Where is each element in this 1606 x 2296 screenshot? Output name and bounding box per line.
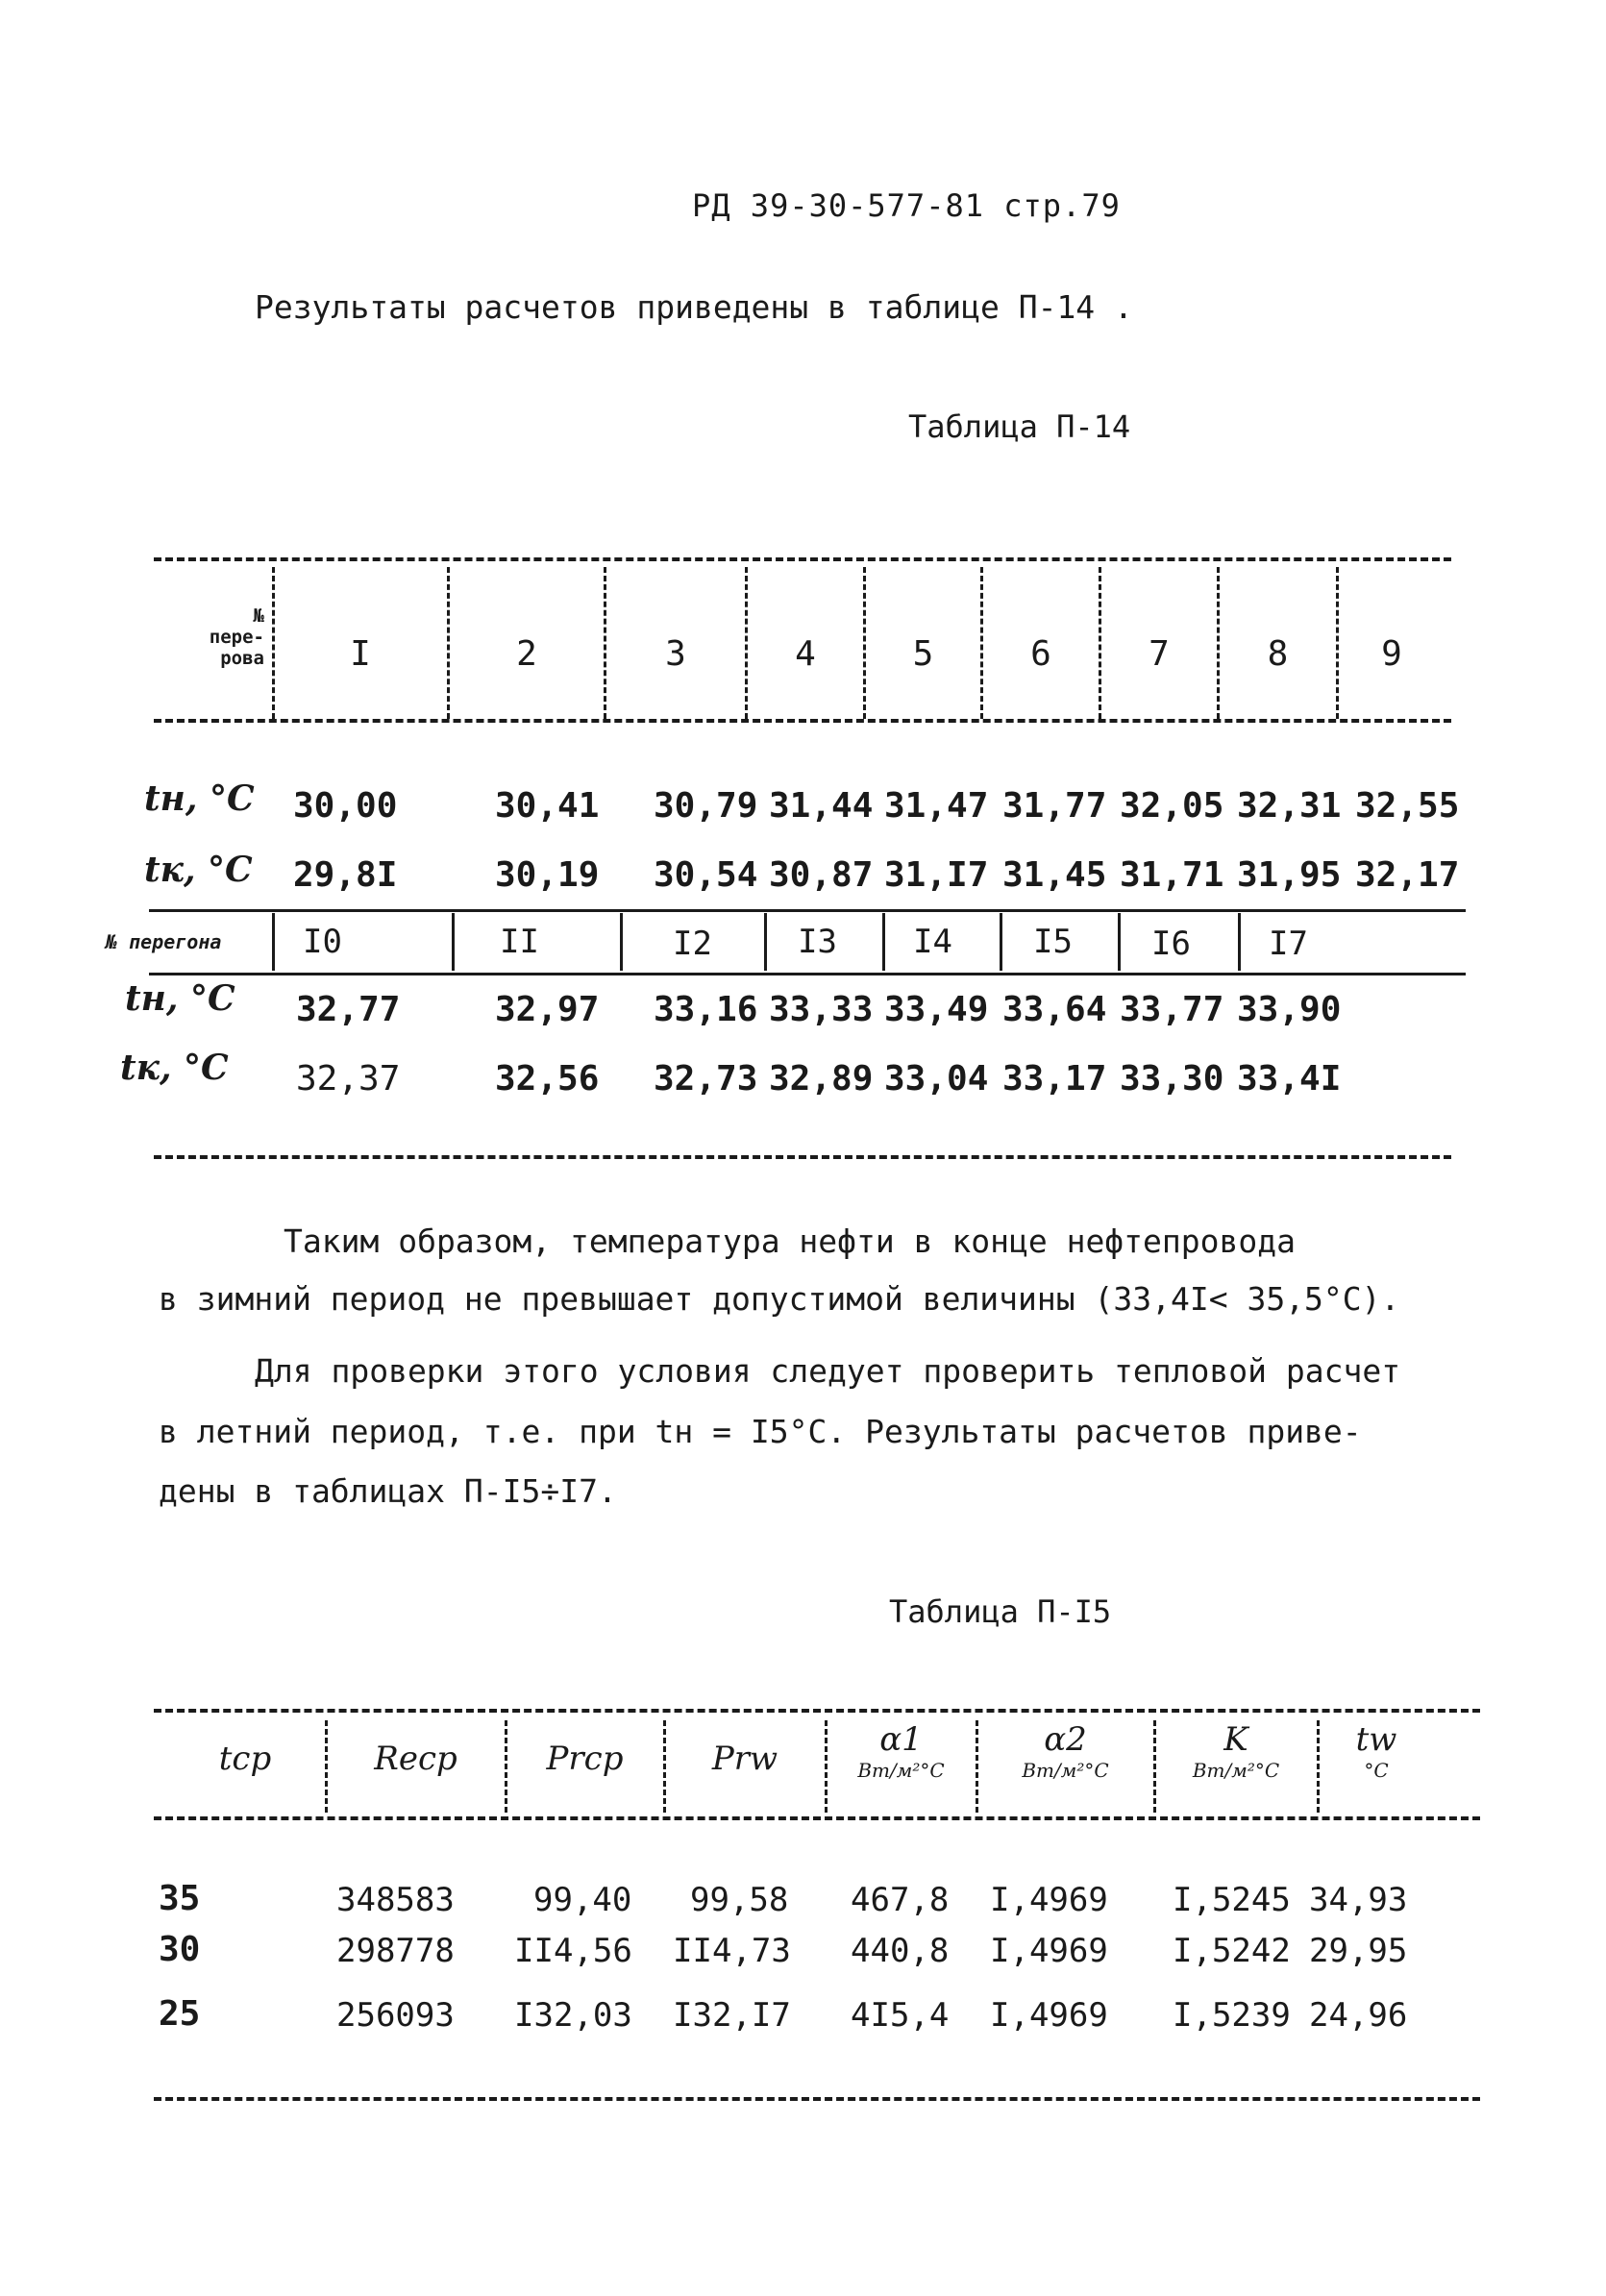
- table-14-caption: Таблица П-14: [908, 408, 1131, 445]
- table-cell: 298778: [336, 1932, 455, 1970]
- table-14-col-header: 9: [1381, 634, 1402, 674]
- sub-divider: [272, 913, 275, 971]
- table-cell: 31,77: [1002, 786, 1107, 826]
- table-14-col-header: 6: [1030, 634, 1051, 674]
- table-15-bottom-rule: [154, 2097, 1480, 2101]
- row-label-tk-2: tк, °C: [120, 1048, 229, 1088]
- table-cell: II4,73: [673, 1932, 791, 1970]
- body-paragraph-1-line-2: в зимний период не превышает допустимой величины (33,4I< 35,5°C).: [159, 1280, 1400, 1318]
- table-cell: 29,95: [1309, 1932, 1408, 1970]
- table-cell: 31,95: [1237, 855, 1342, 895]
- table-cell: 34,93: [1309, 1881, 1408, 1919]
- table-cell: I,4969: [990, 1996, 1108, 2035]
- body-paragraph-2-line-3: дены в таблицах П-I5÷I7.: [159, 1472, 617, 1510]
- table-14-col-header-2: I3: [798, 923, 837, 961]
- table-14-col-header-2: I5: [1033, 923, 1073, 961]
- sub-divider: [1118, 913, 1121, 971]
- sub-divider: [620, 913, 623, 971]
- table-cell: 4I5,4: [851, 1996, 950, 2035]
- table-cell: 33,64: [1002, 990, 1107, 1029]
- table-14-col-header-2: I0: [303, 923, 342, 961]
- table-15-header: Reср: [374, 1740, 457, 1778]
- table-cell: 32,77: [296, 990, 401, 1029]
- table-cell: 32,89: [769, 1059, 874, 1099]
- table-15-header: Prw: [711, 1740, 778, 1778]
- row-label-tn: tн, °C: [144, 778, 255, 819]
- table-cell: 31,71: [1120, 855, 1224, 895]
- table-cell: 32,97: [495, 990, 600, 1029]
- table-cell: 33,4I: [1237, 1059, 1342, 1099]
- table-14-col-header: 2: [516, 634, 537, 674]
- sub-divider: [1238, 913, 1241, 971]
- table-cell: I,4969: [990, 1881, 1108, 1919]
- table-cell: 33,17: [1002, 1059, 1107, 1099]
- table-cell: 24,96: [1309, 1996, 1408, 2035]
- table-cell: 32,17: [1355, 855, 1460, 895]
- table-14-col-header: 4: [795, 634, 816, 674]
- body-paragraph-2-line-1: Для проверки этого условия следует проверить тепловой расчет: [255, 1352, 1401, 1390]
- table-cell: 33,77: [1120, 990, 1224, 1029]
- table-15-header-rule: [154, 1816, 1480, 1820]
- sub-divider: [1000, 913, 1002, 971]
- table-cell: 33,49: [884, 990, 989, 1029]
- table-cell: 33,33: [769, 990, 874, 1029]
- table-cell: 31,47: [884, 786, 989, 826]
- sub-divider: [764, 913, 767, 971]
- table-14-col-header-2: I7: [1269, 925, 1308, 963]
- table-cell: II4,56: [514, 1932, 632, 1970]
- table-cell: 99,40: [533, 1881, 632, 1919]
- table-cell: 256093: [336, 1996, 455, 2035]
- table-cell: 30,19: [495, 855, 600, 895]
- table-15-top-rule: [154, 1709, 1480, 1713]
- table-cell: 31,44: [769, 786, 874, 826]
- table-14-col-header-2: I6: [1151, 925, 1191, 963]
- table-cell: I,4969: [990, 1932, 1108, 1970]
- table-cell: 32,73: [654, 1059, 758, 1099]
- table-cell: I,5239: [1173, 1996, 1291, 2035]
- table-14-header-rule: [154, 719, 1451, 723]
- table-cell: 99,58: [690, 1881, 789, 1919]
- table-cell: 440,8: [851, 1932, 950, 1970]
- table-cell: 33,90: [1237, 990, 1342, 1029]
- table-cell: 30,00: [293, 786, 398, 826]
- table-14-top-rule: [154, 557, 1451, 561]
- table-cell: I,5242: [1173, 1932, 1291, 1970]
- table-15-header: α2 Вт/м²°C: [1022, 1720, 1109, 1782]
- table-14-header-label: № пере- рова: [209, 605, 264, 669]
- table-15-header: Prср: [546, 1740, 624, 1778]
- table-cell: 31,I7: [884, 855, 989, 895]
- intro-text: Результаты расчетов приведены в таблице П-14 .: [255, 288, 1133, 326]
- table-cell: 33,16: [654, 990, 758, 1029]
- table-cell: 30,54: [654, 855, 758, 895]
- table-cell: 31,45: [1002, 855, 1107, 895]
- table-14-col-header-2: II: [500, 923, 539, 961]
- table-14-col-header-2: I2: [673, 925, 712, 963]
- table-cell: I,5245: [1173, 1881, 1291, 1919]
- table-cell: 29,8I: [293, 855, 398, 895]
- table-15-header: K Вт/м²°C: [1192, 1720, 1280, 1782]
- table-15-header: α1 Вт/м²°C: [857, 1720, 945, 1782]
- table-15-header: tw °C: [1355, 1720, 1397, 1782]
- table-cell: 32,05: [1120, 786, 1224, 826]
- table-14-bottom-rule: [154, 1155, 1451, 1159]
- table-cell: 348583: [336, 1881, 455, 1919]
- table-cell: 32,37: [296, 1059, 401, 1099]
- table-cell: 35: [159, 1879, 201, 1918]
- table-cell: 32,56: [495, 1059, 600, 1099]
- table-15-caption: Таблица П-I5: [889, 1593, 1112, 1630]
- table-cell: 30,79: [654, 786, 758, 826]
- table-cell: I32,03: [514, 1996, 632, 2035]
- page-header: РД 39-30-577-81 стр.79: [692, 187, 1121, 224]
- sub-divider: [882, 913, 885, 971]
- table-14-col-header: I: [350, 634, 371, 674]
- sub-header-label: № перегона: [106, 930, 222, 953]
- sub-divider: [452, 913, 455, 971]
- table-14-col-header: 8: [1267, 634, 1289, 674]
- table-cell: 30,87: [769, 855, 874, 895]
- body-paragraph-2-line-2: в летний период, т.е. при tн = I5°C. Результаты расчетов приве-: [159, 1413, 1362, 1450]
- row-label-tn-2: tн, °C: [125, 978, 235, 1019]
- table-cell: 30: [159, 1930, 201, 1969]
- table-14-col-header: 7: [1149, 634, 1170, 674]
- table-cell: 33,30: [1120, 1059, 1224, 1099]
- table-cell: 33,04: [884, 1059, 989, 1099]
- table-cell: 32,55: [1355, 786, 1460, 826]
- table-14-col-header: 5: [912, 634, 934, 674]
- table-14-sub-top: [149, 909, 1466, 912]
- table-cell: 30,41: [495, 786, 600, 826]
- table-cell: 32,31: [1237, 786, 1342, 826]
- row-label-tk: tк, °C: [144, 850, 253, 890]
- table-cell: 467,8: [851, 1881, 950, 1919]
- table-14-col-header: 3: [665, 634, 686, 674]
- table-cell: 25: [159, 1994, 201, 2034]
- body-paragraph-1-line-1: Таким образом, температура нефти в конце нефтепровода: [284, 1222, 1296, 1260]
- table-14-col-header-2: I4: [913, 923, 952, 961]
- table-15-header: tср: [218, 1740, 272, 1778]
- table-cell: I32,I7: [673, 1996, 791, 2035]
- table-14-sub-bottom: [149, 973, 1466, 975]
